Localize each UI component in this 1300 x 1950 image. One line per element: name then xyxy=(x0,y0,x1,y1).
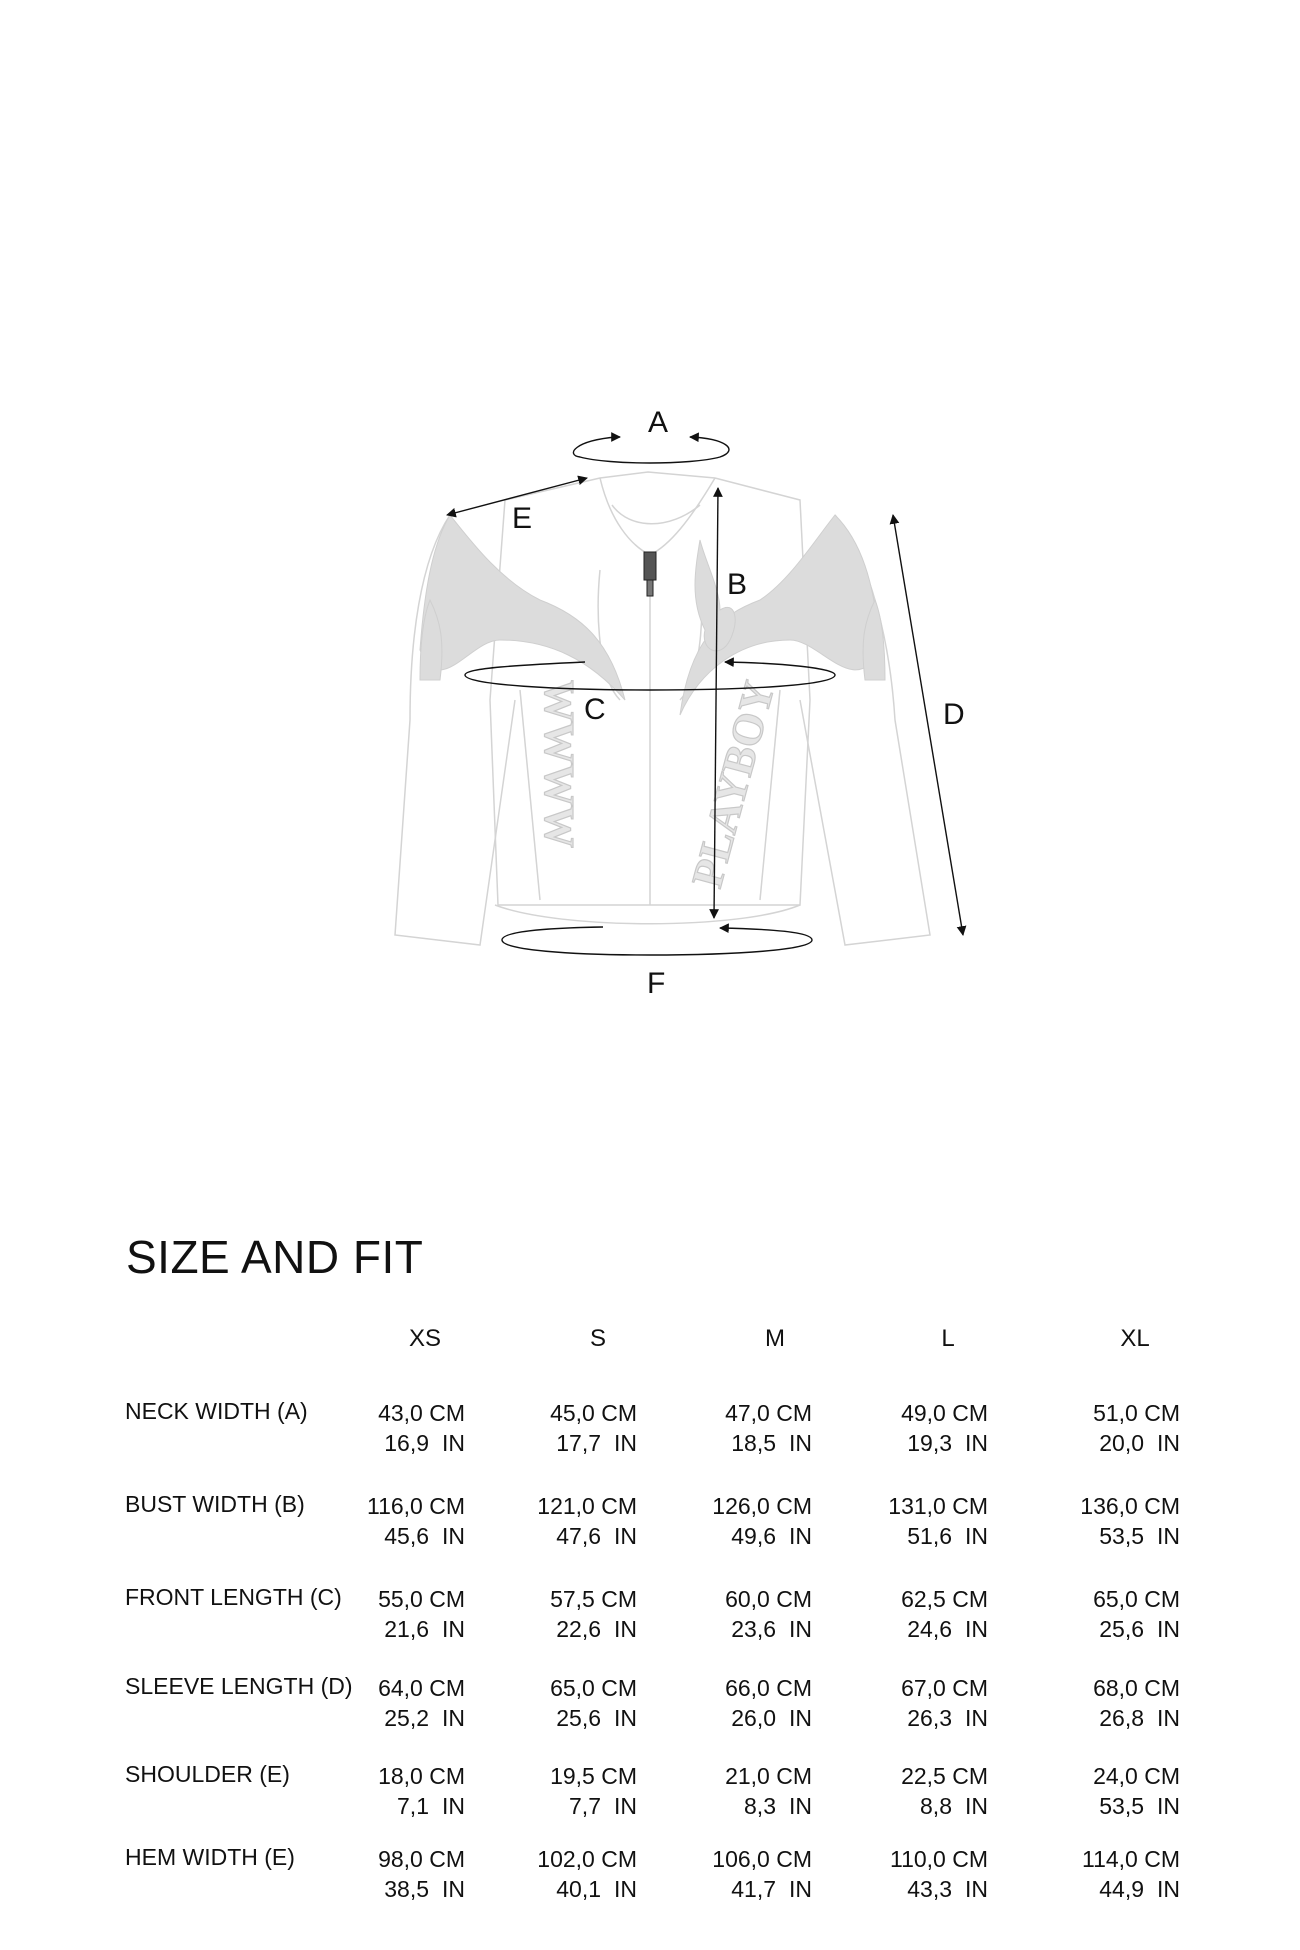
measurement-label: BUST WIDTH (B) xyxy=(125,1491,305,1517)
in-value: 53,5 xyxy=(1099,1523,1144,1549)
measurement-cell xyxy=(848,1761,988,1821)
in-value: 45,6 xyxy=(384,1523,429,1549)
measurement-label: SLEEVE LENGTH (D) xyxy=(125,1673,353,1699)
in-value: 24,6 xyxy=(907,1616,952,1642)
label-c: C xyxy=(584,693,606,726)
in-value-row xyxy=(672,1614,812,1644)
in-value: 47,6 xyxy=(556,1523,601,1549)
cm-value: 110,0 CM xyxy=(889,1846,988,1872)
label-a: A xyxy=(648,406,669,439)
in-value: 25,6 xyxy=(556,1705,601,1731)
in-unit: IN xyxy=(442,1793,465,1819)
measurement-cell xyxy=(1040,1584,1180,1644)
in-unit: IN xyxy=(965,1523,988,1549)
measurement-cell xyxy=(497,1844,637,1904)
in-unit: IN xyxy=(965,1430,988,1456)
measurement-cell xyxy=(497,1673,637,1733)
in-value-row xyxy=(848,1614,988,1644)
in-value-row xyxy=(497,1791,637,1821)
measurement-cell xyxy=(1040,1491,1180,1551)
in-unit: IN xyxy=(442,1876,465,1902)
label-d: D xyxy=(943,698,965,731)
measurement-cell xyxy=(325,1491,465,1551)
in-unit: IN xyxy=(442,1705,465,1731)
in-value: 19,3 xyxy=(907,1430,952,1456)
in-value: 26,8 xyxy=(1099,1705,1144,1731)
measurement-cell xyxy=(672,1761,812,1821)
in-value: 49,6 xyxy=(731,1523,776,1549)
in-value-row xyxy=(1040,1874,1180,1904)
cm-value: 67,0 CM xyxy=(901,1675,988,1701)
measurement-cell xyxy=(497,1761,637,1821)
in-unit: IN xyxy=(1157,1430,1180,1456)
size-header-m: M xyxy=(765,1325,785,1352)
in-value-row xyxy=(325,1703,465,1733)
measurement-cell xyxy=(497,1398,637,1458)
in-unit: IN xyxy=(614,1523,637,1549)
in-value: 20,0 xyxy=(1099,1430,1144,1456)
cm-value: 106,0 CM xyxy=(712,1846,812,1872)
in-value: 8,3 xyxy=(744,1793,776,1819)
in-unit: IN xyxy=(1157,1523,1180,1549)
in-value: 18,5 xyxy=(731,1430,776,1456)
cm-value: 57,5 CM xyxy=(550,1586,637,1612)
in-unit: IN xyxy=(442,1616,465,1642)
measurement-cell xyxy=(848,1844,988,1904)
in-unit: IN xyxy=(965,1705,988,1731)
in-unit: IN xyxy=(1157,1793,1180,1819)
size-header-s: S xyxy=(589,1325,606,1352)
in-value-row xyxy=(325,1614,465,1644)
in-unit: IN xyxy=(789,1616,812,1642)
cm-value: 66,0 CM xyxy=(725,1675,812,1701)
cm-value: 126,0 CM xyxy=(712,1493,812,1519)
measurement-cell xyxy=(672,1398,812,1458)
in-value-row xyxy=(848,1791,988,1821)
in-value-row xyxy=(672,1703,812,1733)
in-unit: IN xyxy=(965,1793,988,1819)
cm-value: 49,0 CM xyxy=(901,1400,988,1426)
measurement-cell xyxy=(1040,1761,1180,1821)
in-value-row xyxy=(848,1428,988,1458)
in-value: 43,3 xyxy=(907,1876,952,1902)
in-unit: IN xyxy=(614,1705,637,1731)
measurement-label: SHOULDER (E) xyxy=(125,1761,290,1787)
in-value-row xyxy=(1040,1521,1180,1551)
measurement-cell xyxy=(497,1584,637,1644)
svg-text:PLAYBOY: PLAYBOY xyxy=(682,676,785,893)
measurement-label: HEM WIDTH (E) xyxy=(125,1844,295,1870)
in-unit: IN xyxy=(442,1523,465,1549)
in-unit: IN xyxy=(1157,1616,1180,1642)
in-value-row xyxy=(325,1791,465,1821)
in-value: 25,6 xyxy=(1099,1616,1144,1642)
in-value: 41,7 xyxy=(731,1876,776,1902)
size-header-l: L xyxy=(941,1325,955,1352)
in-unit: IN xyxy=(965,1876,988,1902)
measurement-cell xyxy=(1040,1398,1180,1458)
size-header-xs: XS xyxy=(408,1325,441,1352)
in-value: 7,1 xyxy=(397,1793,429,1819)
cm-value: 98,0 CM xyxy=(378,1846,465,1872)
measurement-label: FRONT LENGTH (C) xyxy=(125,1584,342,1610)
in-value-row xyxy=(1040,1428,1180,1458)
label-e: E xyxy=(512,502,533,535)
measurement-label: NECK WIDTH (A) xyxy=(125,1398,308,1424)
cm-value: 68,0 CM xyxy=(1093,1675,1180,1701)
cm-value: 24,0 CM xyxy=(1093,1763,1180,1789)
in-unit: IN xyxy=(614,1793,637,1819)
in-unit: IN xyxy=(614,1876,637,1902)
in-value: 7,7 xyxy=(569,1793,601,1819)
in-value: 8,8 xyxy=(920,1793,952,1819)
in-value: 25,2 xyxy=(384,1705,429,1731)
in-value: 40,1 xyxy=(556,1876,601,1902)
in-value-row xyxy=(848,1874,988,1904)
in-value-row xyxy=(497,1874,637,1904)
cm-value: 19,5 CM xyxy=(550,1763,637,1789)
measurement-row xyxy=(0,1398,1300,1468)
cm-value: 131,0 CM xyxy=(888,1493,988,1519)
measurement-cell xyxy=(672,1673,812,1733)
section-title: SIZE AND FIT xyxy=(126,1231,424,1283)
in-unit: IN xyxy=(614,1430,637,1456)
cm-value: 116,0 CM xyxy=(366,1493,465,1519)
measurement-row xyxy=(0,1491,1300,1561)
in-unit: IN xyxy=(789,1793,812,1819)
measurement-cell xyxy=(325,1673,465,1733)
measurement-cell xyxy=(848,1673,988,1733)
in-value: 53,5 xyxy=(1099,1793,1144,1819)
in-unit: IN xyxy=(614,1616,637,1642)
in-value-row xyxy=(672,1874,812,1904)
cm-value: 60,0 CM xyxy=(725,1586,812,1612)
in-value-row xyxy=(848,1703,988,1733)
svg-text:WWWW: WWWW xyxy=(535,680,581,848)
cm-value: 121,0 CM xyxy=(537,1493,637,1519)
measurement-row xyxy=(0,1761,1300,1831)
in-value-row xyxy=(1040,1703,1180,1733)
in-value-row xyxy=(325,1521,465,1551)
cm-value: 65,0 CM xyxy=(1093,1586,1180,1612)
label-f: F xyxy=(647,967,666,1000)
measurement-cell xyxy=(672,1844,812,1904)
in-unit: IN xyxy=(789,1705,812,1731)
in-value-row xyxy=(497,1428,637,1458)
in-value: 16,9 xyxy=(384,1430,429,1456)
in-unit: IN xyxy=(789,1523,812,1549)
in-unit: IN xyxy=(965,1616,988,1642)
measurement-cell xyxy=(1040,1844,1180,1904)
in-value-row xyxy=(1040,1791,1180,1821)
in-unit: IN xyxy=(1157,1705,1180,1731)
in-unit: IN xyxy=(789,1430,812,1456)
in-value-row xyxy=(497,1521,637,1551)
in-value: 23,6 xyxy=(731,1616,776,1642)
measurement-cell xyxy=(325,1398,465,1458)
cm-value: 136,0 CM xyxy=(1080,1493,1180,1519)
cm-value: 55,0 CM xyxy=(378,1586,465,1612)
cm-value: 51,0 CM xyxy=(1093,1400,1180,1426)
in-value: 38,5 xyxy=(384,1876,429,1902)
cm-value: 64,0 CM xyxy=(378,1675,465,1701)
in-value-row xyxy=(672,1791,812,1821)
in-value-row xyxy=(672,1428,812,1458)
cm-value: 65,0 CM xyxy=(550,1675,637,1701)
in-value-row xyxy=(672,1521,812,1551)
in-unit: IN xyxy=(789,1876,812,1902)
measurement-cell xyxy=(325,1584,465,1644)
cm-value: 47,0 CM xyxy=(725,1400,812,1426)
measurement-cell xyxy=(325,1844,465,1904)
size-header-xl: XL xyxy=(1120,1325,1150,1352)
cm-value: 102,0 CM xyxy=(537,1846,637,1872)
cm-value: 22,5 CM xyxy=(901,1763,988,1789)
in-value: 26,3 xyxy=(907,1705,952,1731)
measurement-cell xyxy=(672,1491,812,1551)
in-value-row xyxy=(325,1874,465,1904)
in-unit: IN xyxy=(442,1430,465,1456)
in-value-row xyxy=(1040,1614,1180,1644)
in-value: 26,0 xyxy=(731,1705,776,1731)
cm-value: 21,0 CM xyxy=(725,1763,812,1789)
in-value-row xyxy=(497,1614,637,1644)
in-unit: IN xyxy=(1157,1876,1180,1902)
jacket-sketch xyxy=(395,472,930,945)
cm-value: 18,0 CM xyxy=(378,1763,465,1789)
cm-value: 62,5 CM xyxy=(901,1586,988,1612)
in-value: 17,7 xyxy=(556,1430,601,1456)
label-b: B xyxy=(727,568,748,601)
measurement-cell xyxy=(497,1491,637,1551)
measurement-row xyxy=(0,1844,1300,1914)
in-value: 22,6 xyxy=(556,1616,601,1642)
in-value: 44,9 xyxy=(1099,1876,1144,1902)
in-value-row xyxy=(325,1428,465,1458)
cm-value: 45,0 CM xyxy=(550,1400,637,1426)
cm-value: 43,0 CM xyxy=(378,1400,465,1426)
in-value: 51,6 xyxy=(907,1523,952,1549)
measurement-cell xyxy=(848,1398,988,1458)
measurement-cell xyxy=(672,1584,812,1644)
measurement-cell xyxy=(325,1761,465,1821)
cm-value: 114,0 CM xyxy=(1081,1846,1180,1872)
in-value: 21,6 xyxy=(384,1616,429,1642)
in-value-row xyxy=(848,1521,988,1551)
in-value-row xyxy=(497,1703,637,1733)
measurement-cell xyxy=(848,1584,988,1644)
measurement-cell xyxy=(848,1491,988,1551)
measurement-cell xyxy=(1040,1673,1180,1733)
measurement-row xyxy=(0,1584,1300,1654)
measurement-row xyxy=(0,1673,1300,1743)
